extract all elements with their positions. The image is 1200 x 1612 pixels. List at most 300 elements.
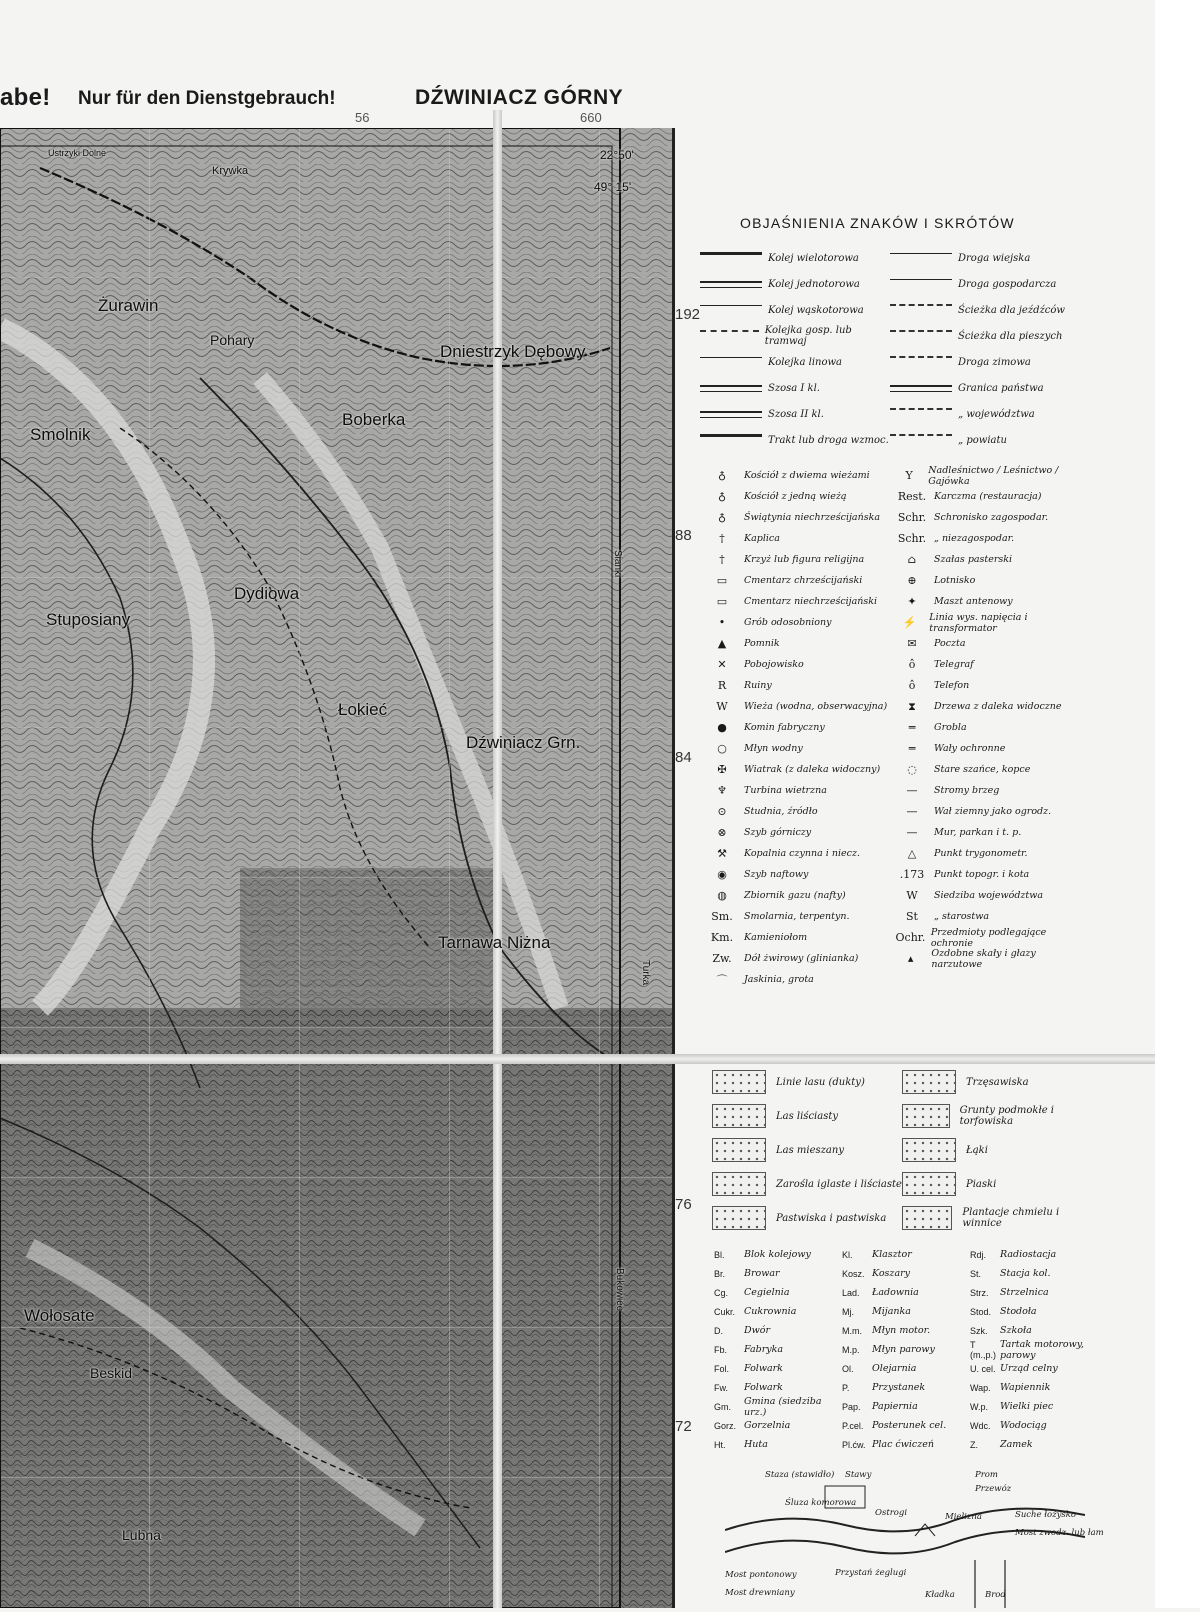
abbreviation-row [714,1435,1114,1454]
place-sianki-side: Sianki [612,550,623,578]
abbreviation-key: Mj. [842,1306,854,1317]
abbreviation-value: Zamek [1000,1439,1033,1450]
legend-line-label: Kolej wąskotorowa [768,304,864,316]
point-symbol-icon: ▴ [907,952,914,965]
line-symbol [700,305,762,316]
legend-point-label: Świątynia niechrześcijańska [744,512,881,523]
vegetation-left [712,1065,902,1235]
vegetation-row [902,1065,1092,1099]
river-label: Przewóz [975,1484,1012,1494]
legend-point-label: Wał ziemny jako ogrodz. [934,806,1052,817]
place-dydiowa[interactable]: Dydiowa [234,584,300,603]
abbreviation-value: Przystanek [872,1382,926,1393]
abbreviation-value: Wielki piec [1000,1401,1054,1412]
abbreviation-value: Gorzelnia [744,1420,791,1431]
abbreviation-row [714,1416,1114,1435]
legend-line-label: Kolej jednotorowa [768,278,860,290]
legend-point-label: Cmentarz chrześcijański [744,575,863,586]
legend-point-label: Przedmioty podlegające ochronie [930,926,1047,949]
vegetation-row [902,1133,1092,1167]
legend-line-label: Droga zimowa [958,356,1031,368]
river-label: Most drewniany [725,1588,795,1598]
legend-point-label: Studnia, źródło [744,806,818,817]
abbreviation-value: Wapiennik [1000,1382,1051,1393]
legend-point-row [890,570,1080,591]
legend-point-label: Zbiornik gazu (nafty) [744,890,846,901]
legend-point-row [890,801,1080,822]
abbreviation-key: Stod. [970,1306,992,1317]
abbreviation-key: St. [970,1268,982,1279]
abbreviation-key: Gm. [714,1401,731,1412]
point-symbol-icon: W [716,700,728,713]
point-symbol-icon: ♁ [717,469,727,482]
legend-point-row [700,927,890,948]
legend-line-row [890,375,1080,401]
legend-line-label: Kolejka gosp. lub tramwaj [764,325,852,347]
legend-point-row [700,738,890,759]
abbreviation-key: Ht. [714,1439,726,1450]
legend-lines-right [890,245,1080,453]
legend-line-label: Granica państwa [958,382,1044,394]
legend-point-row [700,570,890,591]
legend-point-label: Cmentarz niechrześcijański [744,596,878,607]
legend-point-row [890,738,1080,759]
legend-line-row [700,245,890,271]
point-symbol-icon: ◍ [717,889,727,902]
legend-line-row [700,427,890,453]
sheet-title: DŹWINIACZ GÓRNY [415,86,624,109]
abbreviation-key: Fw. [714,1382,729,1393]
abbreviation-key: T (m.,p.) [970,1339,996,1360]
legend-line-label: Droga wiejska [958,252,1031,264]
place-boberka[interactable]: Boberka [342,410,406,429]
abbreviation-key: Fol. [714,1363,730,1374]
map-legend [700,215,1080,990]
abbreviation-key: Z. [970,1439,978,1450]
legend-point-symbols [700,465,1080,990]
corner-latitude: 49° 15' [594,180,632,194]
point-symbol-icon: ● [717,721,727,734]
place-krywka[interactable]: Krywka [212,165,249,177]
place-bukowiec: Bukowiec [614,1268,625,1311]
abbreviation-value: Stacja kol. [1000,1268,1051,1279]
abbreviation-row [714,1321,1114,1340]
legend-point-label: Pomnik [744,638,780,649]
abbreviation-key: P. [842,1382,850,1393]
abbreviation-row [714,1264,1114,1283]
point-symbol-icon: ✠ [717,763,727,776]
legend-line-symbols [700,245,1080,453]
legend-vegetation [712,1065,1112,1235]
abbreviation-key: Cg. [714,1287,729,1298]
vegetation-swatch [902,1138,956,1162]
abbreviation-value: Szkoła [1000,1325,1032,1336]
place-turka: Turka [640,960,651,986]
abbreviation-value: Strzelnica [1000,1287,1049,1298]
vegetation-label: Zarośla iglaste i liściaste [776,1178,902,1190]
legend-points-left [700,465,890,990]
place-pohary[interactable]: Pohary [210,332,255,348]
abbreviation-value: Olejarnia [872,1363,917,1374]
vegetation-label: Linie lasu (dukty) [776,1076,865,1088]
legend-point-label: Punkt trygonometr. [934,848,1028,859]
river-label: Przystań żeglugi [835,1568,907,1578]
legend-point-row [890,549,1080,570]
abbreviation-value: Koszary [872,1268,911,1279]
legend-point-row [700,885,890,906]
abbreviation-key: Bl. [714,1249,725,1260]
legend-point-label: Kościół z jedną wieżą [744,491,847,502]
river-label: Brod [985,1590,1006,1600]
legend-line-row [700,297,890,323]
vegetation-label: Las liściasty [776,1110,839,1122]
legend-line-row [890,427,1080,453]
legend-point-row [890,591,1080,612]
place-stuposiany[interactable]: Stuposiany [46,610,131,629]
line-symbol [890,385,952,392]
abbreviation-value: Gmina (siedziba urz.) [744,1395,822,1418]
point-symbol-icon: Km. [710,931,734,944]
abbreviation-key: U. cel. [970,1363,996,1374]
point-symbol-icon: ⊕ [907,574,917,587]
river-label: Most zwodz. lub łam [1015,1528,1104,1538]
legend-point-row [890,633,1080,654]
legend-point-label: Maszt antenowy [934,596,1013,607]
abbreviation-key: M.m. [842,1325,862,1336]
abbreviation-value: Klasztor [872,1249,912,1260]
legend-point-label: Telefon [934,680,970,691]
legend-point-label: Karczma (restauracja) [934,491,1042,502]
legend-point-row [700,948,890,969]
point-symbol-icon: ═ [908,742,916,755]
vegetation-row [712,1099,902,1133]
legend-line-label: „ powiatu [958,434,1007,446]
abbreviation-row [714,1359,1114,1378]
point-symbol-icon: ⌂ [907,553,917,566]
point-symbol-icon: ♆ [717,784,727,797]
point-symbol-icon: ô [908,679,916,692]
legend-point-row [700,633,890,654]
abbreviation-key: Pap. [842,1401,861,1412]
legend-line-row [890,245,1080,271]
legend-point-row [700,549,890,570]
line-symbol [890,356,952,368]
vegetation-swatch [902,1206,952,1230]
abbreviation-key: Szk. [970,1325,988,1336]
abbreviation-value: Mijanka [872,1306,911,1317]
abbreviation-value: Ładownia [872,1287,919,1298]
place-dzwiniacz[interactable]: Dźwiniacz Grn. [466,733,581,752]
legend-point-label: Młyn wodny [744,743,803,754]
legend-point-label: Szałas pasterski [934,554,1013,565]
legend-point-row [890,612,1080,633]
vegetation-swatch [712,1172,766,1196]
place-wolosate[interactable]: Wołosate [24,1306,95,1325]
abbreviation-value: Plac ćwiczeń [872,1439,934,1450]
river-label: Most pontonowy [725,1570,797,1580]
point-symbol-icon: ♁ [717,511,727,524]
point-symbol-icon: • [718,616,726,629]
place-lubna[interactable]: Lubna [122,1527,161,1543]
legend-point-row [700,717,890,738]
legend-point-label: Kaplica [744,533,780,544]
abbreviation-row [714,1378,1114,1397]
legend-point-row [700,843,890,864]
legend-point-row [700,654,890,675]
abbreviation-row [714,1340,1114,1359]
legend-point-label: Komin fabryczny [744,722,825,733]
legend-point-row [700,906,890,927]
legend-point-label: Nadleśnictwo / Leśnictwo / Gajówka [928,464,1059,487]
legend-point-row [890,675,1080,696]
legend-point-row [700,822,890,843]
grid-label-88: 88 [675,527,692,544]
river-label: Stawy [845,1470,872,1480]
abbreviation-value: Młyn parowy [872,1344,935,1355]
abbreviation-key: Strz. [970,1287,989,1298]
abbreviation-value: Cegielnia [744,1287,790,1298]
line-symbol [890,304,952,316]
legend-point-row [700,591,890,612]
point-symbol-icon: ⚡ [902,616,917,629]
abbreviation-value: Papiernia [872,1401,918,1412]
legend-point-label: Linia wys. napięcia i transformator [929,611,1028,634]
top-coord-56: 56 [355,110,370,125]
line-symbol [890,408,952,420]
header-warning: abe! [0,84,51,111]
legend-line-row [700,349,890,375]
legend-line-label: Szosa II kl. [768,408,824,420]
point-symbol-icon: † [719,532,725,545]
legend-line-label: Kolejka linowa [768,356,843,368]
legend-point-label: Jaskinia, grota [744,974,814,985]
legend-point-label: Wieża (wodna, obserwacyjna) [744,701,888,712]
abbreviation-value: Radiostacja [1000,1249,1057,1260]
legend-point-row [700,612,890,633]
river-label: Staza (stawidło) [765,1470,835,1480]
fold-line-vertical [493,110,502,1608]
legend-point-label: Smolarnia, terpentyn. [744,911,850,922]
header-service-note: Nur für den Dienstgebrauch! [78,88,336,109]
vegetation-row [712,1065,902,1099]
vegetation-row [712,1133,902,1167]
abbreviation-key: W.p. [970,1401,989,1412]
legend-river-diagram [725,1470,1104,1608]
legend-point-label: Siedziba województwa [934,890,1044,901]
legend-point-row [700,969,890,990]
point-symbol-icon: Schr. [897,532,927,545]
river-label: Mielizna [945,1512,982,1522]
abbreviation-value: Wodociąg [1000,1420,1047,1431]
point-symbol-icon: ✉ [907,637,917,650]
place-zurawin[interactable]: Żurawin [98,296,159,315]
point-symbol-icon: Y [905,469,913,482]
abbreviation-key: M.p. [842,1344,860,1355]
legend-point-label: Szyb górniczy [744,827,812,838]
legend-line-label: „ województwa [958,408,1035,420]
place-ustrzyki[interactable]: Ustrzyki Dolne [48,148,107,158]
vegetation-swatch [712,1206,766,1230]
abbreviation-value: Tartak motorowy, parowy [1000,1338,1084,1361]
abbreviation-key: Gorz. [714,1420,737,1431]
legend-point-row [890,465,1080,486]
legend-abbreviations [714,1245,1114,1454]
vegetation-row [712,1201,902,1235]
point-symbol-icon: ⊗ [717,826,727,839]
vegetation-right [902,1065,1092,1235]
abbreviation-value: Blok kolejowy [744,1249,811,1260]
place-smolnik[interactable]: Smolnik [30,425,91,444]
legend-point-row [700,864,890,885]
legend-point-row [890,654,1080,675]
vegetation-row [902,1167,1092,1201]
abbreviation-value: Posterunek cel. [872,1420,947,1431]
line-symbol [890,279,952,290]
vegetation-swatch [902,1104,950,1128]
legend-line-row [890,297,1080,323]
legend-point-row [700,780,890,801]
line-symbol [700,330,759,342]
abbreviation-value: Fabryka [744,1344,784,1355]
point-symbol-icon: ✦ [907,595,917,608]
vegetation-swatch [712,1138,766,1162]
point-symbol-icon: — [906,826,918,839]
legend-point-row [890,843,1080,864]
point-symbol-icon: Zw. [712,952,732,965]
place-tarnawa[interactable]: Tarnawa Niżna [438,933,551,952]
abbreviation-key: Wdc. [970,1420,991,1431]
river-label: Ostrogi [875,1508,908,1518]
abbreviation-row [714,1302,1114,1321]
point-symbol-icon: ▲ [717,637,727,650]
legend-point-label: Drzewa z daleka widoczne [934,701,1062,712]
legend-point-label: Szyb naftowy [744,869,809,880]
point-symbol-icon: Ochr. [895,931,926,944]
vegetation-label: Plantacje chmielu i winnice [962,1207,1060,1229]
legend-line-row [700,271,890,297]
legend-point-label: Wiatrak (z daleka widoczny) [744,764,881,775]
legend-point-label: Grób odosobniony [744,617,832,628]
abbreviation-value: Folwark [744,1363,783,1374]
legend-point-label: Wały ochronne [934,743,1006,754]
legend-point-row [890,759,1080,780]
top-coord-660: 660 [580,110,602,125]
legend-point-label: Pobojowisko [744,659,804,670]
abbreviation-value: Folwark [744,1382,783,1393]
place-lokiec[interactable]: Łokieć [338,700,388,719]
legend-point-row [890,717,1080,738]
abbreviation-value: Stodoła [1000,1306,1037,1317]
vegetation-swatch [902,1172,956,1196]
legend-point-row [700,486,890,507]
legend-point-label: Punkt topogr. i kota [934,869,1030,880]
legend-point-label: Grobla [934,722,967,733]
line-symbol [700,434,762,447]
legend-point-label: Stare szańce, kopce [934,764,1031,775]
abbreviation-key: Fb. [714,1344,728,1355]
point-symbol-icon: W [906,889,918,902]
point-symbol-icon: ⚒ [717,847,727,860]
point-symbol-icon: ▭ [716,595,728,608]
legend-point-row [890,864,1080,885]
point-symbol-icon: St [906,910,918,923]
legend-point-label: Kamieniołom [744,932,808,943]
legend-point-row [890,507,1080,528]
vegetation-label: Piaski [966,1178,997,1190]
point-symbol-icon: ✕ [717,658,727,671]
vegetation-row [902,1099,1092,1133]
point-symbol-icon: ◉ [717,868,727,881]
river-label: Śluza komorowa [785,1498,857,1508]
legend-line-label: Trakt lub droga wzmoc. [768,434,889,446]
legend-point-row [890,528,1080,549]
grid-label-72: 72 [675,1418,692,1435]
point-symbol-icon: † [719,553,725,566]
vegetation-row [712,1167,902,1201]
point-symbol-icon: Rest. [897,490,927,503]
vegetation-label: Grunty podmokłe i torfowiska [959,1105,1054,1127]
point-symbol-icon: ⊙ [717,805,727,818]
legend-point-row [700,507,890,528]
place-dniestrzyk[interactable]: Dniestrzyk Dębowy [440,342,586,361]
abbreviation-key: Wap. [970,1382,991,1393]
legend-line-label: Droga gospodarcza [958,278,1057,290]
point-symbol-icon: R [717,679,727,692]
legend-point-row [890,906,1080,927]
map-header [0,84,660,118]
legend-point-label: Lotnisko [934,575,976,586]
abbreviation-key: Pl.ćw. [842,1439,866,1450]
vegetation-swatch [712,1104,766,1128]
abbreviation-key: Kosz. [842,1268,865,1279]
line-symbol [700,411,762,418]
abbreviation-key: D. [714,1325,723,1336]
vegetation-swatch [712,1070,766,1094]
vegetation-row [902,1201,1092,1235]
page-margin [1155,0,1200,1608]
legend-point-row [700,759,890,780]
legend-point-label: Ozdobne skały i głazy narzutowe [931,947,1036,970]
fold-line-horizontal [0,1054,1165,1064]
legend-line-row [700,401,890,427]
legend-point-row [700,465,890,486]
point-symbol-icon: ◌ [907,763,917,776]
legend-point-row [890,948,1080,969]
legend-point-row [700,675,890,696]
abbreviation-value: Browar [744,1268,780,1279]
abbreviation-value: Młyn motor. [872,1325,931,1336]
place-beskid[interactable]: Beskid [90,1365,133,1381]
vegetation-swatch [902,1070,956,1094]
point-symbol-icon: — [906,805,918,818]
legend-point-row [890,885,1080,906]
legend-point-row [890,696,1080,717]
legend-point-label: Ruiny [744,680,772,691]
legend-point-label: Stromy brzeg [934,785,1000,796]
point-symbol-icon: △ [907,847,917,860]
vegetation-label: Las mieszany [776,1144,844,1156]
river-label: Prom [975,1470,998,1480]
line-symbol [700,252,762,265]
line-symbol [700,385,762,392]
legend-line-label: Ścieżka dla jeźdźców [958,304,1065,316]
abbreviation-key: Kl. [842,1249,853,1260]
point-symbol-icon: ○ [717,742,727,755]
abbreviation-value: Huta [744,1439,768,1450]
legend-point-label: Krzyż lub figura religijna [744,554,865,565]
legend-point-row [890,927,1080,948]
legend-line-row [890,271,1080,297]
